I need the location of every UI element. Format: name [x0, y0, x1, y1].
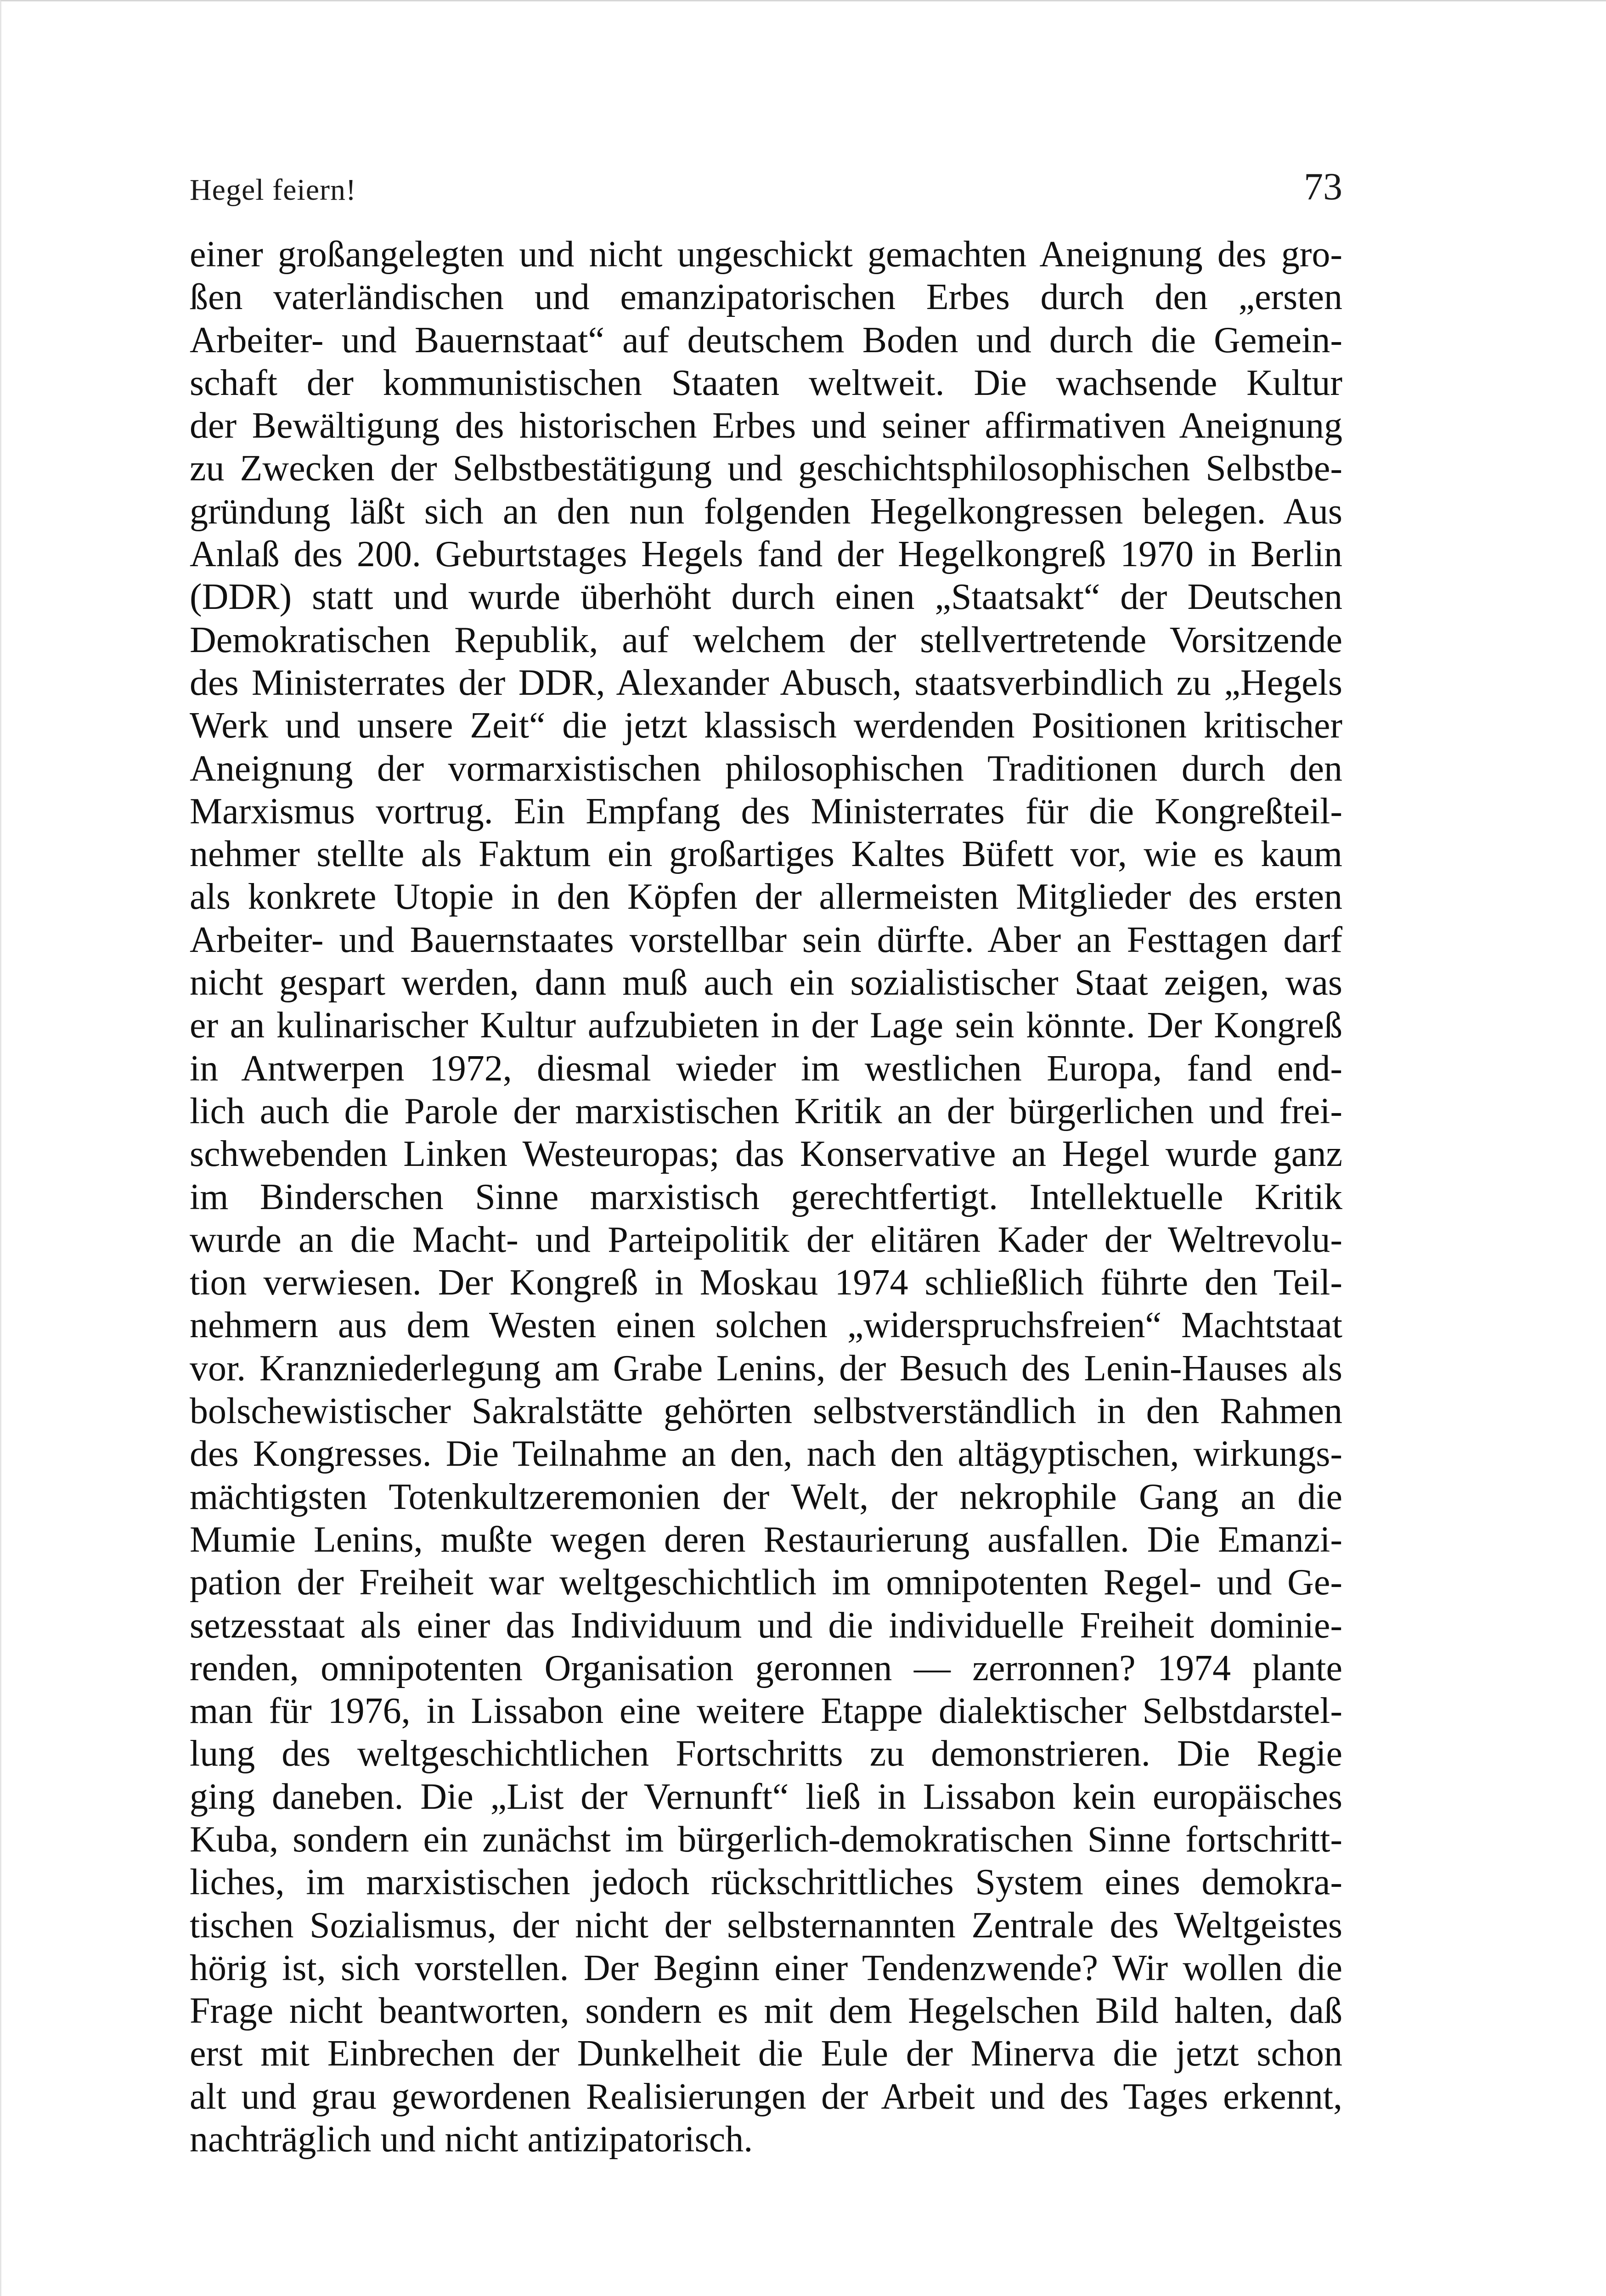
running-title: Hegel feiern! [190, 173, 356, 207]
text-line: erst mit Einbrechen der Dunkelheit die Eule der Minerva die jetzt schon [190, 2033, 1342, 2074]
text-line: Frage nicht beantworten, sondern es mit dem Hegelschen Bild halten, daß [190, 1991, 1342, 2032]
text-line: er an kulinarischer Kultur aufzubieten in der Lage sein könnte. Der Kongreß [190, 1005, 1342, 1046]
text-line: lich auch die Parole der marxistischen Kritik an der bürgerlichen und frei- [190, 1091, 1342, 1131]
text-line: des Ministerrates der DDR, Alexander Abusch, staatsverbindlich zu „Hegels [190, 662, 1342, 703]
text-line: einer großangelegten und nicht ungeschickt gemachten Aneignung des gro- [190, 234, 1342, 275]
text-line: vor. Kranzniederlegung am Grabe Lenins, der Besuch des Lenin-Hauses als [190, 1348, 1342, 1389]
text-line: als konkrete Utopie in den Köpfen der allermeisten Mitglieder des ersten [190, 877, 1342, 917]
text-line: man für 1976, in Lissabon eine weitere Etappe dialektischer Selbstdarstel- [190, 1691, 1342, 1732]
text-line: Werk und unsere Zeit“ die jetzt klassisch werdenden Positionen kritischer [190, 705, 1342, 746]
text-line: lung des weltgeschichtlichen Fortschritts zu demonstrieren. Die Regie [190, 1733, 1342, 1774]
text-line: Anlaß des 200. Geburtstages Hegels fand der Hegelkongreß 1970 in Berlin [190, 534, 1342, 575]
text-line: des Kongresses. Die Teilnahme an den, nach den altägyptischen, wirkungs- [190, 1434, 1342, 1474]
text-line: schaft der kommunistischen Staaten weltweit. Die wachsende Kultur [190, 362, 1342, 403]
text-line: nehmer stellte als Faktum ein großartiges Kaltes Büfett vor, wie es kaum [190, 834, 1342, 875]
text-line: pation der Freiheit war weltgeschichtlich im omnipotenten Regel- und Ge- [190, 1562, 1342, 1603]
text-line: ging daneben. Die „List der Vernunft“ ließ in Lissabon kein europäisches [190, 1776, 1342, 1817]
text-line: mächtigsten Totenkultzeremonien der Welt, der nekrophile Gang an die [190, 1476, 1342, 1517]
text-line: Arbeiter- und Bauernstaat“ auf deutschem Boden und durch die Gemein- [190, 320, 1342, 360]
text-line: ßen vaterländischen und emanzipatorischen Erbes durch den „ersten [190, 277, 1342, 318]
text-line: Demokratischen Republik, auf welchem der stellvertretende Vorsitzende [190, 619, 1342, 660]
text-line: im Binderschen Sinne marxistisch gerechtfertigt. Intellektuelle Kritik [190, 1176, 1342, 1217]
text-line: hörig ist, sich vorstellen. Der Beginn einer Tendenzwende? Wir wollen die [190, 1947, 1342, 1988]
text-line: schwebenden Linken Westeuropas; das Konservative an Hegel wurde ganz [190, 1134, 1342, 1175]
text-line: liches, im marxistischen jedoch rückschrittliches System eines demokra- [190, 1862, 1342, 1903]
text-line: der Bewältigung des historischen Erbes und seiner affirmativen Aneignung [190, 405, 1342, 446]
text-line: renden, omnipotenten Organisation geronnen — zerronnen? 1974 plante [190, 1648, 1342, 1688]
text-line: (DDR) statt und wurde überhöht durch einen „Staatsakt“ der Deutschen [190, 577, 1342, 618]
text-line: nachträglich und nicht antizipatorisch. [190, 2119, 753, 2160]
text-line: Marxismus vortrug. Ein Empfang des Ministerrates für die Kongreßteil- [190, 791, 1342, 832]
body-paragraph [190, 233, 1342, 2161]
text-line: Kuba, sondern ein zunächst im bürgerlich-demokratischen Sinne fortschritt- [190, 1819, 1342, 1860]
text-line: tischen Sozialismus, der nicht der selbsternannten Zentrale des Weltgeistes [190, 1905, 1342, 1946]
text-line: alt und grau gewordenen Realisierungen der Arbeit und des Tages erkennt, [190, 2076, 1342, 2117]
text-line: zu Zwecken der Selbstbestätigung und geschichtsphilosophischen Selbstbe- [190, 448, 1342, 489]
page-number: 73 [1304, 165, 1342, 208]
text-line: Arbeiter- und Bauernstaates vorstellbar sein dürfte. Aber an Festtagen darf [190, 919, 1342, 960]
text-line: tion verwiesen. Der Kongreß in Moskau 1974 schließlich führte den Teil- [190, 1262, 1342, 1303]
text-line: Mumie Lenins, mußte wegen deren Restaurierung ausfallen. Die Emanzi- [190, 1519, 1342, 1560]
text-line: bolschewistischer Sakralstätte gehörten selbstverständlich in den Rahmen [190, 1391, 1342, 1432]
text-line: gründung läßt sich an den nun folgenden Hegelkongressen belegen. Aus [190, 491, 1342, 532]
text-line: nehmern aus dem Westen einen solchen „widerspruchsfreien“ Machtstaat [190, 1305, 1342, 1346]
text-line: Aneignung der vormarxistischen philosophischen Traditionen durch den [190, 748, 1342, 789]
page-header [190, 164, 1342, 215]
text-line: nicht gespart werden, dann muß auch ein sozialistischer Staat zeigen, was [190, 962, 1342, 1003]
text-line: in Antwerpen 1972, diesmal wieder im westlichen Europa, fand end- [190, 1048, 1342, 1089]
text-line: wurde an die Macht- und Parteipolitik der elitären Kader der Weltrevolu- [190, 1219, 1342, 1260]
text-line: setzesstaat als einer das Individuum und die individuelle Freiheit dominie- [190, 1605, 1342, 1646]
